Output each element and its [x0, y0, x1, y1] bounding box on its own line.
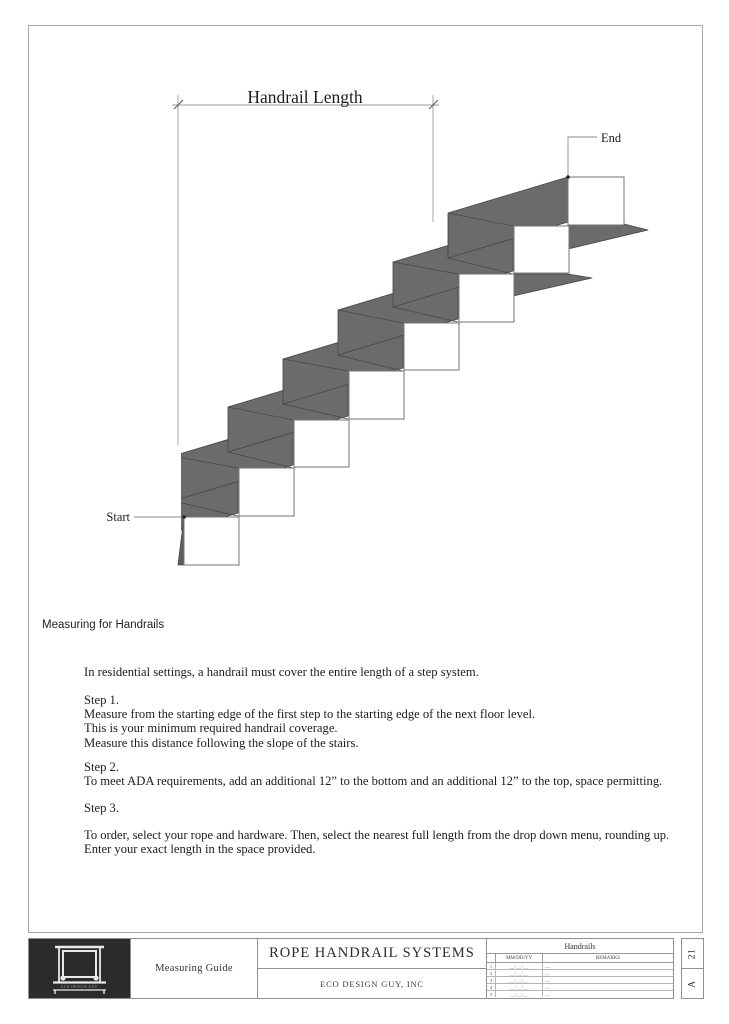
revision-row: 3 __/__/__ — — [487, 977, 673, 984]
stair-stringer-bands — [118, 177, 568, 565]
dimension-label: Handrail Length — [247, 87, 363, 107]
revision-row: 5 __/__/__ — — [487, 991, 673, 997]
logo-caption: ECO DESIGN GUY — [61, 984, 98, 989]
step-1-line: Measure from the starting edge of the first step to the starting edge of the next floor level. — [84, 707, 536, 722]
step-1-line: Measure this distance following the slope of the stairs. — [84, 735, 359, 750]
sheet-number-cell — [682, 939, 703, 968]
end-marker — [566, 131, 622, 179]
step-2-title: Step 2. — [84, 760, 119, 774]
project-title: ROPE HANDRAIL SYSTEMS — [258, 939, 486, 969]
step-3-line: Enter your exact length in the space provided. — [84, 842, 316, 857]
title-block — [28, 938, 674, 999]
end-point-dot — [566, 175, 570, 179]
guide-intro: In residential settings, a handrail must cover the entire length of a step system. — [84, 665, 479, 679]
step-3-line: To order, select your rope and hardware. Then, select the nearest full length from the drop down menu, rounding up. — [84, 828, 670, 842]
guide-step-2 — [84, 760, 729, 788]
step-faces — [184, 177, 624, 565]
step-1-line: This is your minimum required handrail coverage. — [84, 721, 338, 736]
start-label: Start — [106, 510, 130, 524]
sheet-name: Measuring Guide — [130, 939, 257, 998]
revision-date-col: MM/DD/YY — [496, 954, 543, 962]
end-label: End — [601, 131, 622, 145]
porch-swing-logo-icon — [29, 939, 130, 998]
company-name: ECO DESIGN GUY, INC — [320, 978, 424, 989]
revision-num-col — [487, 954, 496, 962]
start-marker — [106, 510, 185, 524]
guide-step-1 — [84, 693, 729, 750]
revision-row: 4 __/__/__ — — [487, 984, 673, 991]
sheet-number-box — [681, 938, 704, 999]
step-1-title: Step 1. — [84, 693, 119, 707]
revision-column-headers — [487, 954, 673, 963]
revision-letter: A — [687, 979, 698, 988]
revision-table — [486, 939, 673, 998]
step-3-title: Step 3. — [84, 801, 119, 815]
company-logo — [29, 939, 130, 998]
revision-table-header: Handrails — [487, 939, 673, 954]
revision-remarks-col: REMARKS — [595, 955, 621, 961]
revision-row: 1 __/__/__ — — [487, 963, 673, 970]
revision-letter-cell — [682, 968, 703, 998]
guide-step-3 — [84, 828, 729, 856]
revision-row: 2 __/__/__ — — [487, 970, 673, 977]
project-title-cell — [257, 939, 486, 998]
start-point-dot — [182, 515, 186, 519]
guide-heading: Measuring for Handrails — [42, 619, 165, 631]
step-2-line: To meet ADA requirements, add an additional 12” to the bottom and an additional 12” to the top, space permitting. — [84, 774, 663, 789]
sheet-number: 21 — [687, 948, 698, 959]
